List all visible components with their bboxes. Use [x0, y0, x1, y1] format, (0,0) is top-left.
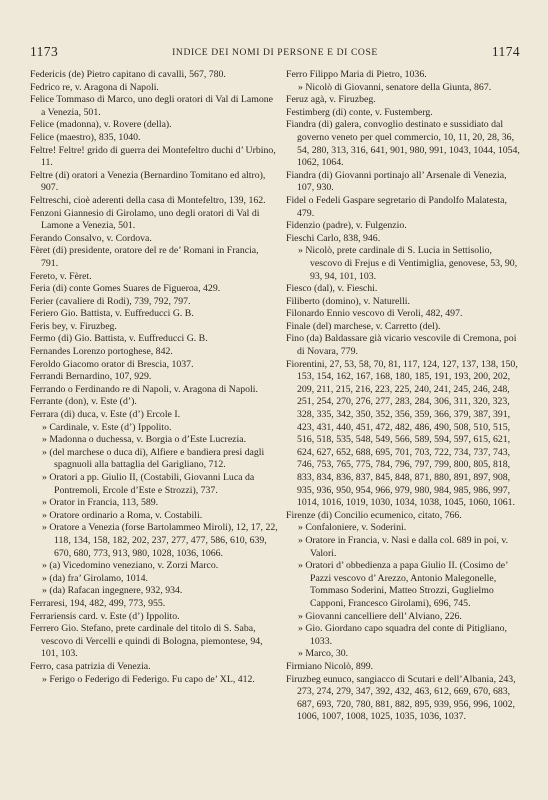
index-entry: Fidel o Fedeli Gaspare segretario di Pandolfo Malatesta, 479.	[286, 194, 507, 219]
index-entry: Fiandra (di) galera, convoglio destinato e sussidiato dal governo veneto per quel commercio, 10, 11, 20, 28, 36, 54, 280, 313, 316, 641, 901, 980, 991, 1043, 1044, 1054, 1062, 1064.	[286, 119, 520, 169]
index-entry: Festimberg (di) conte, v. Fustemberg.	[286, 106, 433, 118]
index-subentry: » Oratore a Venezia (forse Bartolammeo Miroli), 12, 17, 22, 118, 134, 158, 182, 202, 237, 277, 477, 586, 610, 639, 670, 680, 773, 913, 980, 1028, 1036, 1066.	[42, 522, 278, 559]
index-entry: Felice Tommaso di Marco, uno degli oratori di Val di Lamone a Venezia, 501.	[30, 94, 274, 118]
index-subentry: » Confaloniere, v. Soderini.	[298, 522, 407, 534]
index-entry: Feriero Gio. Battista, v. Euffreducci G. B.	[30, 308, 194, 320]
index-entry: Feltre (di) oratori a Venezia (Bernardino Tomitano ed altro), 907.	[30, 169, 266, 194]
index-entry: Feltreschi, cioè aderenti della casa di Montefeltro, 139, 162.	[30, 194, 266, 206]
index-subentry: » Gio. Giordano capo squadra del conte di Pitigliano, 1033.	[298, 623, 507, 647]
index-entry: Ferier (cavaliere di Rodi), 739, 792, 797.	[30, 295, 191, 307]
index-entry: Felice (maestro), 835, 1040.	[30, 131, 141, 143]
index-entry: Fiorentini, 27, 53, 58, 70, 81, 117, 124, 127, 137, 138, 150, 153, 154, 162, 167, 168, 180, 185, 191, 193, 200, 202, 209, 211, 215, 216, 223, 225, 240, 241, 245, 246, 248, 251, 254, 270, 276, 277, 283, 284, 306, 311, 320, 323, 328, 335, 342, 350, 352, 356, 359, 366, 379, 387, 391, 423, 431, 440, 451, 472, 482, 486, 490, 508, 510, 515, 516, 518, 535, 548, 549, 566, 589, 594, 597, 615, 621, 624, 627, 652, 688, 695, 701, 703, 722, 734, 737, 743, 746, 753, 765, 775, 784, 796, 797, 799, 800, 805, 818, 833, 834, 836, 837, 845, 848, 871, 880, 891, 897, 908, 935, 936, 950, 954, 966, 979, 980, 984, 985, 986, 997, 1014, 1016, 1019, 1030, 1034, 1038, 1045, 1060, 1061.	[286, 358, 518, 509]
index-entry: Firmiano Nicolò, 899.	[286, 660, 374, 672]
index-entry: Feris bey, v. Firuzbeg.	[30, 320, 117, 332]
index-entry: Ferrariensis card. v. Este (d’) Ippolito.	[30, 610, 180, 622]
index-subentry: » Oratore ordinario a Roma, v. Costabili.	[42, 509, 203, 521]
index-entry: Firenze (di) Concilio ecumenico, citato, 766.	[286, 509, 462, 521]
index-entry: Ferro Filippo Maria di Pietro, 1036.	[286, 69, 427, 80]
index-entry: Fenzoni Giannesio di Girolamo, uno degli oratori di Val di Lamone a Venezia, 501.	[30, 207, 260, 232]
index-entry: Fiesco (dal), v. Fieschi.	[286, 283, 378, 295]
index-subentry: » Marco, 30.	[298, 648, 349, 660]
index-subentry: » Nicolò di Giovanni, senatore della Giunta, 867.	[298, 81, 492, 93]
index-entry: Fernandes Lorenzo portoghese, 842.	[30, 346, 173, 358]
index-entry: Ferando Consalvo, v. Cordova.	[30, 232, 152, 244]
index-entry: Feruz agà, v. Firuzbeg.	[286, 94, 376, 106]
index-entry: Fidenzio (padre), v. Fulgenzio.	[286, 220, 407, 232]
index-entry: Feria (di) conte Gomes Suares de Figueroa, 429.	[30, 283, 221, 295]
index-entry: Fino (da) Baldassare già vicario vescovile di Cremona, poi di Novara, 779.	[286, 333, 517, 358]
index-entry: Finale (del) marchese, v. Carretto (del).	[286, 320, 441, 332]
index-subentry: » Oratori a pp. Giulio II, (Costabili, Giovanni Luca da Pontremoli, Ercole d’Este e Strozzi), 737.	[42, 472, 255, 496]
index-entry: Feltre! Feltre! grido di guerra dei Montefeltro duchi d’ Urbino, 11.	[30, 144, 276, 169]
running-title: INDICE DEI NOMI DI PERSONE E DI COSE	[172, 47, 378, 58]
index-entry: Filonardo Ennio vescovo di Veroli, 482, 497.	[286, 308, 463, 320]
index-entry: Filiberto (domino), v. Naturelli.	[286, 295, 410, 307]
index-subentry: » (da) fra’ Girolamo, 1014.	[42, 572, 148, 584]
index-entry: Ferrandi Bernardino, 107, 929.	[30, 371, 152, 383]
index-entry: Ferro, casa patrizia di Venezia.	[30, 660, 151, 672]
index-subentry: » Giovanni cancelliere dell’ Alviano, 226.	[298, 610, 462, 622]
index-entry: Fieschi Carlo, 838, 946.	[286, 232, 381, 244]
index-entry: Felice (madonna), v. Rovere (della).	[30, 119, 172, 131]
index-entry: Ferraresi, 194, 482, 499, 773, 955.	[30, 597, 166, 609]
index-subentry: » (a) Vicedomino veneziano, v. Zorzi Marco.	[42, 560, 219, 572]
index-subentry: » (del marchese o duca di), Alfiere e bandiera presi dagli spagnuoli alla battaglia del Garigliano, 712.	[42, 446, 265, 471]
page-number-left: 1173	[30, 44, 59, 59]
index-subentry: » Cardinale, v. Este (d’) Ippolito.	[42, 421, 172, 433]
page-number-right: 1174	[491, 44, 520, 59]
index-subentry: » Madonna o duchessa, v. Borgia o d’Este Lucrezia.	[42, 434, 247, 446]
right-column	[286, 69, 522, 724]
index-entry: Feroldo Giacomo orator di Brescia, 1037.	[30, 358, 194, 370]
index-subentry: » (da) Rafacan ingegnere, 932, 934.	[42, 585, 183, 597]
index-subentry: » Orator in Francia, 113, 589.	[42, 497, 159, 509]
index-entry: Federicis (de) Pietro capitano di cavalli, 567, 780.	[30, 69, 226, 80]
page-header	[30, 44, 520, 64]
index-entry: Fèret (di) presidente, oratore del re de’ Romani in Francia, 791.	[30, 245, 259, 269]
index-subentry: » Oratore in Francia, v. Nasi e dalla col. 689 in poi, v. Valori.	[298, 534, 509, 559]
index-entry: Ferrante (don), v. Este (d’).	[30, 396, 137, 408]
index-entry: Fiandra (di) Giovanni portinajo all’ Arsenale di Venezia, 107, 930.	[286, 169, 507, 194]
index-entry: Ferrero Gio. Stefano, prete cardinale del titolo di S. Saba, vescovo di Vercelli e quindi di Bologna, piemontese, 94, 101, 103.	[30, 623, 263, 660]
left-column	[30, 69, 278, 686]
index-entry: Ferrara (di) duca, v. Este (d’) Ercole I.	[30, 409, 181, 421]
index-entry: Fermo (di) Gio. Battista, v. Euffreducci G. B.	[30, 333, 208, 345]
index-subentry: » Ferigo o Federigo di Federigo. Fu capo de’ XL, 412.	[42, 673, 255, 685]
index-entry: Fereto, v. Fèret.	[30, 270, 92, 282]
index-subentry: » Oratori d’ obbedienza a papa Giulio II. (Cosimo de’ Pazzi vescovo d’ Arezzo, Antonio Malegonelle, Tommaso Soderini, Matteo Strozzi, Guglielmo Capponi, Francesco Girolami), 696, 745.	[298, 560, 508, 609]
index-entry: Firuzbeg eunuco, sangiacco di Scutari e dell’Albania, 243, 273, 274, 279, 347, 392, 432, 463, 612, 669, 670, 683, 687, 693, 720, 780, 881, 882, 895, 939, 956, 996, 1002, 1006, 1007, 1008, 1025, 1035, 1036, 1037.	[286, 673, 516, 723]
index-entry: Ferrando o Ferdinando re di Napoli, v. Aragona di Napoli.	[30, 383, 258, 395]
index-subentry: » Nicolò, prete cardinale di S. Lucia in Settisolio, vescovo di Frejus e di Ventimiglia, genovese, 53, 90, 93, 94, 101, 103.	[298, 245, 518, 282]
index-entry: Fedrico re, v. Aragona di Napoli.	[30, 81, 159, 93]
